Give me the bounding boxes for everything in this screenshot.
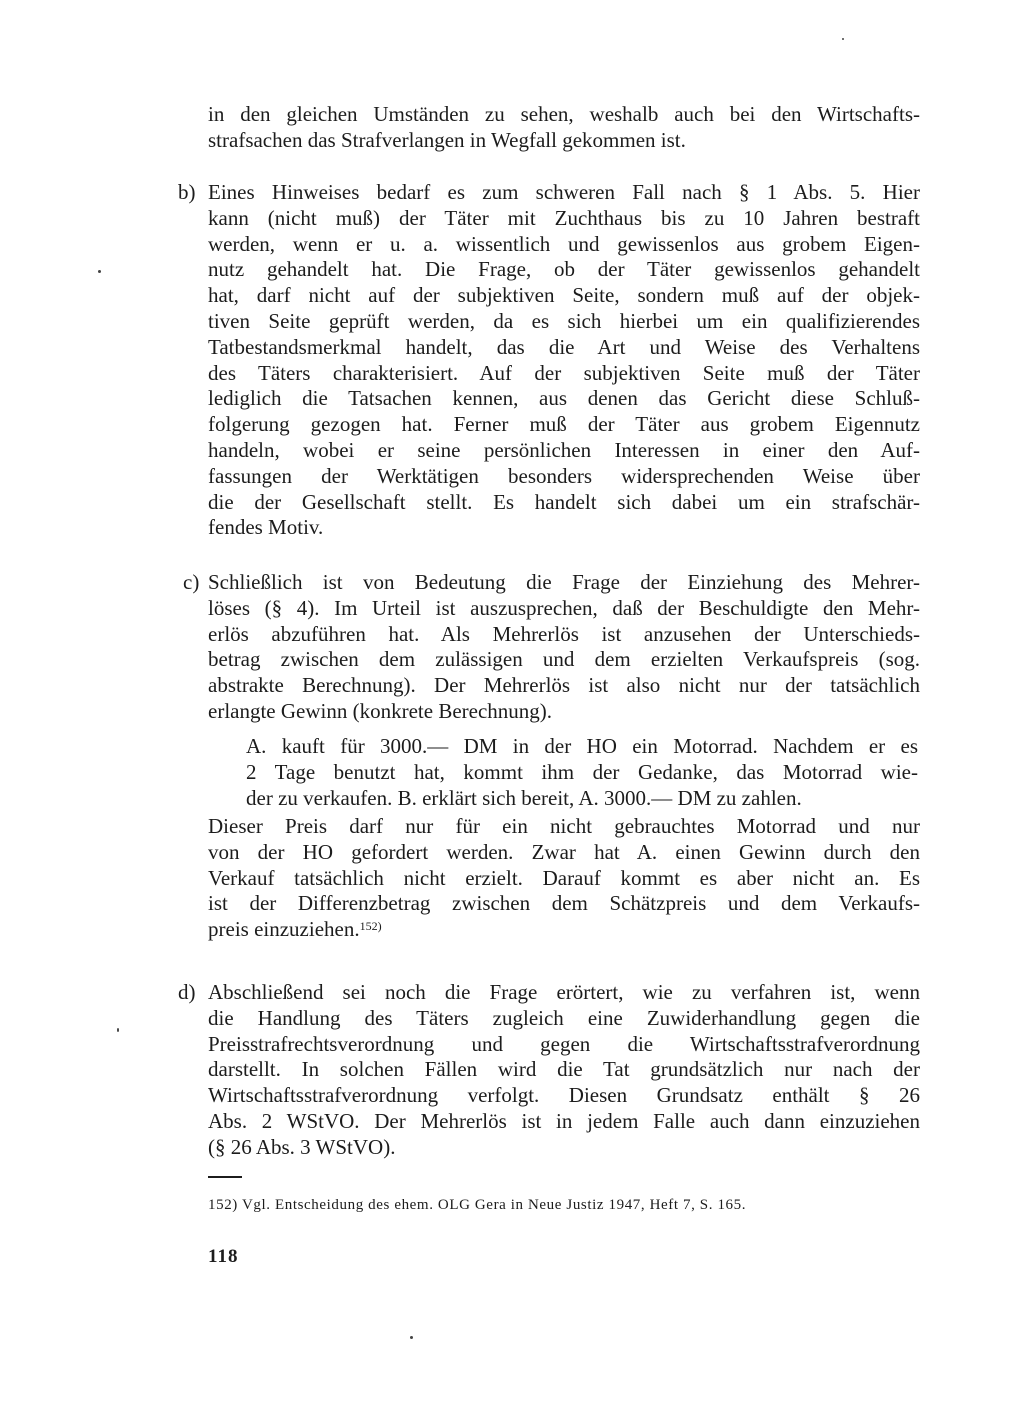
footnote: 152) Vgl. Entscheidung des ehem. OLG Gera in Neue Justiz 1947, Heft 7, S. 165. [208, 1197, 747, 1213]
text-line [208, 917, 920, 943]
text-line: lediglich die Tatsachen kennen, aus denen das Gericht diese Schluß- [208, 386, 920, 411]
text-line: (§ 26 Abs. 3 WStVO). [208, 1134, 396, 1159]
text-line: tiven Seite geprüft werden, da es sich hierbei um ein qualifizierendes [208, 308, 920, 333]
text-line: Abs. 2 WStVO. Der Mehrerlös ist in jedem Falle auch dann einzuziehen [208, 1108, 920, 1133]
text-line: darstellt. In solchen Fällen wird die Tat grundsätzlich nur nach der [208, 1057, 920, 1082]
text-line: Wirtschaftsstrafverordnung verfolgt. Diesen Grundsatz enthält § 26 [208, 1083, 920, 1108]
scan-speck [117, 1028, 119, 1032]
text-line: des Täters charakterisiert. Auf der subjektiven Seite muß der Täter [208, 360, 920, 385]
text-line: von der HO gefordert werden. Zwar hat A. einen Gewinn durch den [208, 839, 920, 864]
text-line: der zu verkaufen. B. erklärt sich bereit, A. 3000.— DM zu zahlen. [246, 785, 802, 810]
text-line: Abschließend sei noch die Frage erörtert, wie zu verfahren ist, wenn [208, 980, 920, 1004]
text-line: fendes Motiv. [208, 515, 324, 540]
explanation-last-text: preis einzuziehen. [208, 917, 360, 942]
text-line: 2 Tage benutzt hat, kommt ihm der Gedanke, das Motorrad wie- [246, 759, 918, 784]
section-d-marker: d) [178, 980, 196, 1004]
page-number: 118 [208, 1246, 239, 1267]
text-line: kann (nicht muß) der Täter mit Zuchthaus bis zu 10 Jahren bestraft [208, 205, 920, 230]
text-line: strafsachen das Strafverlangen in Wegfall gekommen ist. [208, 127, 686, 152]
text-line: A. kauft für 3000.— DM in der HO ein Motorrad. Nachdem er es [246, 734, 918, 758]
text-line: löses (§ 4). Im Urteil ist auszusprechen, daß der Beschuldigte den Mehr- [208, 595, 920, 620]
text-line: hat, darf nicht auf der subjektiven Seite, sondern muß auf der objek- [208, 283, 920, 308]
text-line: erlangte Gewinn (konkrete Berechnung). [208, 698, 553, 723]
scan-speck [842, 38, 844, 40]
text-line: die der Gesellschaft stellt. Es handelt sich dabei um ein strafschär- [208, 489, 920, 514]
section-c-paragraph [208, 570, 920, 725]
text-line: abstrakte Berechnung). Der Mehrerlös ist also nicht nur der tatsächlich [208, 673, 920, 698]
text-line: in den gleichen Umständen zu sehen, weshalb auch bei den Wirtschafts- [208, 102, 920, 126]
text-line: Dieser Preis darf nur für ein nicht gebrauchtes Motorrad und nur [208, 814, 920, 838]
text-line: Preisstrafrechtsverordnung und gegen die Wirtschaftsstrafverordnung [208, 1031, 920, 1056]
text-line: fassungen der Werktätigen besonders widersprechenden Weise über [208, 463, 920, 488]
text-line: Schließlich ist von Bedeutung die Frage der Einziehung des Mehrer- [208, 570, 920, 594]
text-line: Verkauf tatsächlich nicht erzielt. Darauf kommt es aber nicht an. Es [208, 865, 920, 890]
section-b-marker: b) [178, 180, 196, 204]
text-line: Eines Hinweises bedarf es zum schweren Fall nach § 1 Abs. 5. Hier [208, 180, 920, 204]
section-c-marker: c) [183, 570, 200, 594]
footnote-rule [208, 1176, 242, 1178]
text-line: betrag zwischen dem zulässigen und dem erzielten Verkaufspreis (sog. [208, 647, 920, 672]
text-line: folgerung gezogen hat. Ferner muß der Täter aus grobem Eigennutz [208, 412, 920, 437]
footnote-reference: 152) [359, 919, 382, 934]
section-b-paragraph [208, 180, 920, 541]
scan-speck [98, 270, 101, 273]
text-line: Tatbestandsmerkmal handelt, das die Art und Weise des Verhaltens [208, 334, 920, 359]
section-d-paragraph [208, 980, 920, 1161]
text-line: handeln, wobei er seine persönlichen Interessen in einer den Auf- [208, 437, 920, 462]
text-line: die Handlung des Täters zugleich eine Zuwiderhandlung gegen die [208, 1005, 920, 1030]
text-line: nutz gehandelt hat. Die Frage, ob der Täter gewissenlos gehandelt [208, 257, 920, 282]
text-line: ist der Differenzbetrag zwischen dem Schätzpreis und dem Verkaufs- [208, 891, 920, 916]
text-line: werden, wenn er u. a. wissentlich und gewissenlos aus grobem Eigen- [208, 231, 920, 256]
text-line: erlös abzuführen hat. Als Mehrerlös ist anzusehen der Unterschieds- [208, 621, 920, 646]
explanation-paragraph [208, 814, 920, 943]
intro-paragraph [208, 102, 920, 154]
example-paragraph [246, 734, 918, 811]
scan-speck [410, 1336, 413, 1339]
